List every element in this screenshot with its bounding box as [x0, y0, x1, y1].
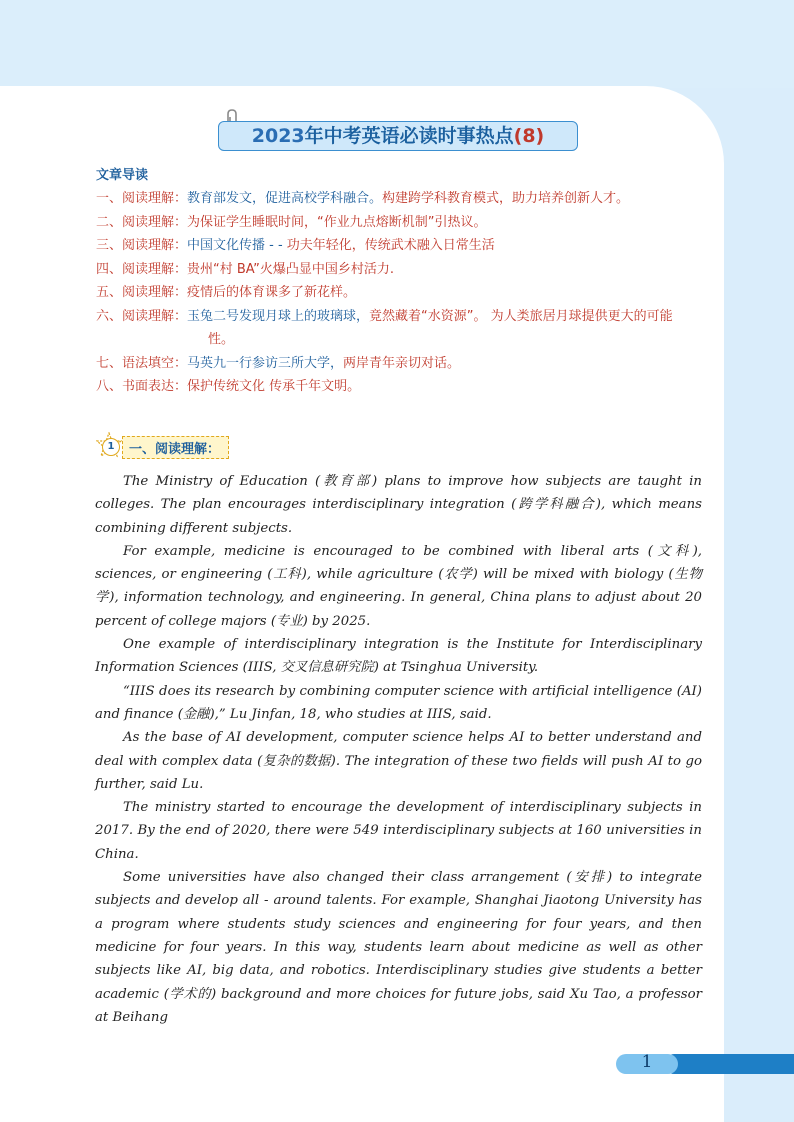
guide-item-text: 中国文化传播 - - — [187, 238, 287, 253]
article-paragraph: As the base of AI development, computer science helps AI to better understand and deal with complex data (复杂的数据). The integration of these two fields will push AI to go further, said Lu. — [95, 730, 702, 792]
top-band — [0, 0, 794, 88]
guide-item-label: 八、书面表达： — [96, 379, 188, 394]
guide-item — [96, 234, 706, 258]
page-title — [218, 121, 578, 151]
guide-item — [96, 375, 706, 399]
guide-item-text: 疫情后的体育课多了新花样。 — [187, 285, 357, 300]
guide-item-text: 构建跨学科教育模式，助力培养创新人才。 — [382, 191, 630, 206]
guide-item-label: 二、阅读理解： — [96, 214, 188, 230]
article-paragraph: One example of interdisciplinary integration is the Institute for Interdisciplinary Information Sciences (IIIS, 交叉信息研究院) at Tsinghua University. — [95, 637, 702, 676]
guide-item-text: 保护传统文化 传承千年文明。 — [187, 379, 361, 394]
page-number: 1 — [641, 1052, 653, 1072]
section-number-badge: 1 — [102, 438, 120, 456]
guide-item-label: 四、阅读理解： — [96, 261, 188, 277]
guide-item-text: 竟然藏着“水资源”。 为人类旅居月球提供更大的可能 — [369, 308, 673, 324]
guide-item — [96, 305, 706, 352]
guide-item-text: 两岸青年亲切对话。 — [343, 355, 461, 371]
page-number-bar — [664, 1054, 794, 1074]
guide-item-text: 功夫年轻化，传统武术融入日常生活 — [286, 238, 495, 253]
guide-item — [96, 211, 706, 235]
guide-item-text: 为保证学生睡眠时间，“作业九点熔断机制”引热议。 — [187, 214, 487, 230]
guide-item-label: 三、阅读理解： — [96, 238, 188, 253]
guide-list — [96, 187, 706, 399]
article-paragraph: “IIIS does its research by combining computer science with artificial intelligence (AI) and finance (金融),” Lu Jinfan, 18, who studies at IIIS, said. — [95, 683, 702, 722]
guide-item-label: 一、阅读理解： — [96, 191, 188, 206]
guide-item-label: 七、语法填空： — [96, 355, 188, 371]
guide-item — [96, 352, 706, 376]
guide-item-label: 六、阅读理解： — [96, 308, 188, 324]
guide-heading: 文章导读 — [96, 168, 149, 183]
article-paragraph: Some universities have also changed their class arrangement (安排) to integrate subjects and develop all - around talents. For example, Shanghai Jiaotong University has a program where students study sciences and engineering for four years, and then medicine for four years. In this way, students learn about medicine as well as other subjects like AI, big data, and robotics. Interdisciplinary studies give students a better academic (学术的) background and more choices for future jobs, said Xu Tao, a professor at Beihang — [95, 870, 702, 1025]
article-paragraph: The ministry started to encourage the development of interdisciplinary subjects in 2017. By the end of 2020, there were 549 interdisciplinary subjects at 160 universities in China. — [95, 800, 702, 862]
guide-item-text: 教育部发文，促进高校学科融合。 — [187, 191, 383, 206]
guide-item-text: 马英九一行参访三所大学， — [187, 355, 344, 371]
article-paragraph: For example, medicine is encouraged to be combined with liberal arts (文科), sciences, or engineering (工科), while agriculture (农学) will be mixed with biology (生物学), information technology, and engineering. In general, China plans to adjust about 20 percent of college majors (专业) by 2025. — [95, 543, 702, 629]
article-body — [95, 470, 702, 1029]
section-label: 一、阅读理解： — [122, 436, 229, 459]
guide-item — [96, 281, 706, 305]
title-number: (8) — [513, 125, 545, 147]
guide-item — [96, 187, 706, 211]
guide-item-label: 五、阅读理解： — [96, 285, 188, 300]
guide-item-text: 贵州“村 BA”火爆凸显中国乡村活力. — [187, 261, 394, 277]
guide-item-text: 玉兔二号发现月球上的玻璃球， — [187, 308, 370, 324]
title-text: 年中考英语必读时事热点 — [304, 125, 514, 147]
guide-item — [96, 258, 706, 282]
guide-item-continuation: 性。 — [208, 332, 235, 347]
article-paragraph: The Ministry of Education (教育部) plans to improve how subjects are taught in colleges. The plan encourages interdisciplinary integration (跨学科融合), which means combining different subjects. — [95, 474, 702, 536]
title-year: 2023 — [251, 125, 305, 147]
